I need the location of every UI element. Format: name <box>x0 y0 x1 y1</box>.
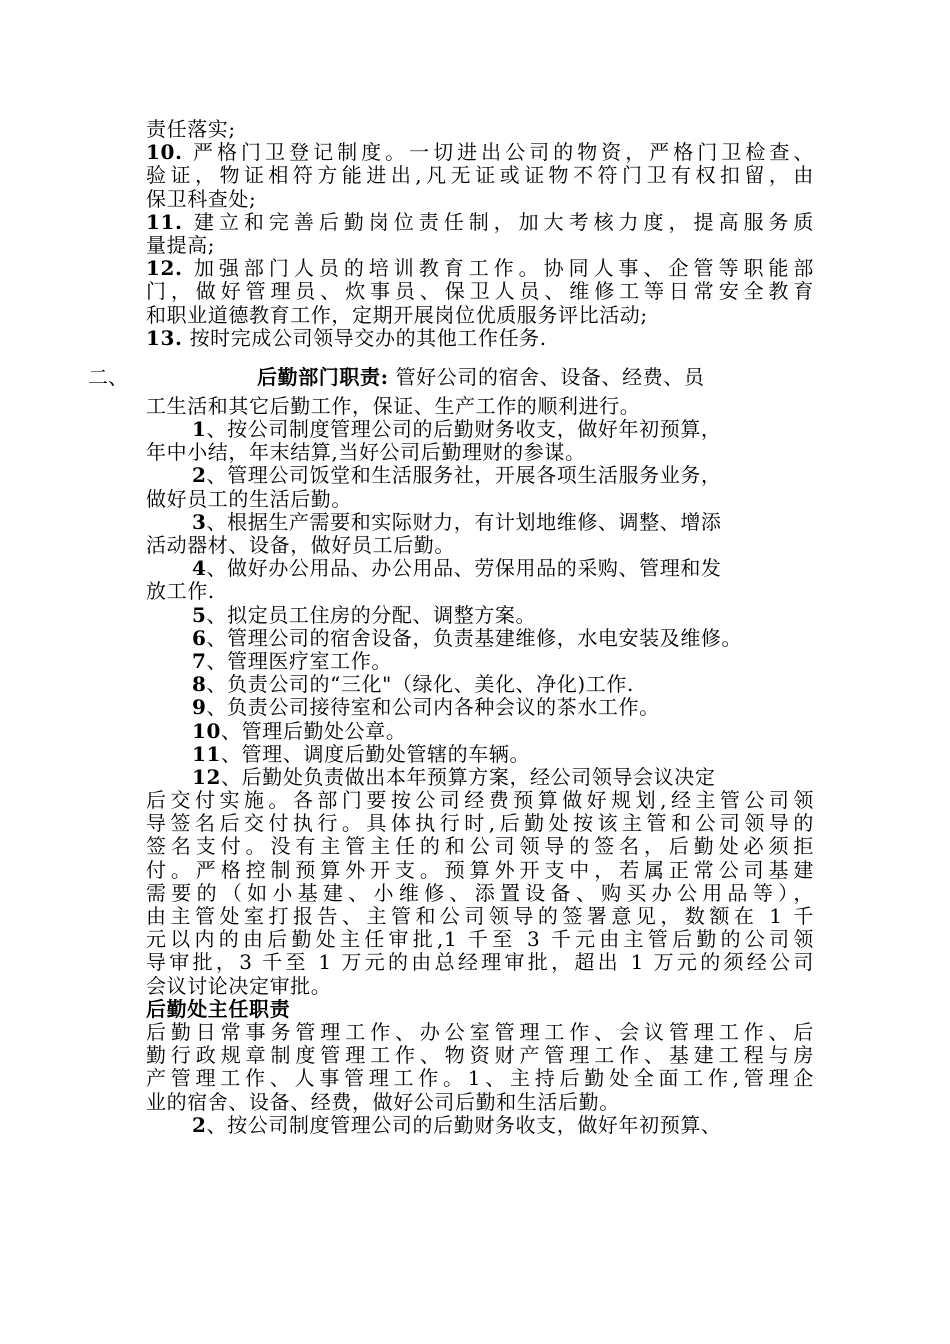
duty-item-2: 2、管理公司饭堂和生活服务社，开展各项生活服务业务， <box>192 463 722 488</box>
list-item-10: 10. 严格门卫登记制度。一切进出公司的物资，严格门卫检查、 <box>146 141 814 165</box>
duty-item-9: 9、负责公司接待室和公司内各种会议的茶水工作。 <box>192 695 660 720</box>
director-item-2: 2、按公司制度管理公司的后勤财务收支，做好年初预算、 <box>192 1112 722 1137</box>
section-number: 二、 <box>88 364 128 389</box>
section-intro: 管好公司的宿舍、设备、经费、员 <box>395 364 705 389</box>
director-body: 后勤日常事务管理工作、办公室管理工作、会议管理工作、后 勤行政规章制度管理工作、物资财产管理工作、基建工程与房 产管理工作、人事管理工作。1、主持后勤处全面工作,管理企 业的宿舍、设备、经费，做好公司后勤和生活后勤。 2、按公司制度管理公司的后勤财务收支，做好年初预算、 <box>146 1020 814 1137</box>
duty-item-1: 1、按公司制度管理公司的后勤财务收支，做好年初预算， <box>192 417 722 442</box>
duty-item-7: 7、管理医疗室工作。 <box>192 648 392 673</box>
duty-item-3: 3、根据生产需要和实际财力，有计划地维修、调整、增添 <box>192 509 722 534</box>
section-2-heading <box>88 364 814 391</box>
list-item-13: 13. 按时完成公司领导交办的其他工作任务. <box>146 325 547 350</box>
director-heading: 后勤处主任职责 <box>146 996 291 1021</box>
duty-item-12: 12、后勤处负责做出本年预算方案，经公司领导会议决定 <box>192 764 716 789</box>
duty-list: 1、按公司制度管理公司的后勤财务收支，做好年初预算， 年中小结，年末结算,当好公司后勤理财的参谋。 2、管理公司饭堂和生活服务社，开展各项生活服务业务， 做好员工的生活后勤。 3、根据生产需要和实际财力，有计划地维修、调整、增添 活动器材、设备，做好员工后勤。 4、做好办公用品、办公用品、劳保用品的采购、管理和发 放工作. 5、拟定员工住房的分配、调整方案。 6、管理公司的宿舍设备，负责基建维修，水电安装及维修。 7、管理医疗室工作。 8、负责公司的“三化"（绿化、美化、净化)工作. 9、负责公司接待室和公司内各种会议的茶水工作。 10、管理后勤处公章。 11、管理、调度后勤处管辖的车辆。 12、后勤处负责做出本年预算方案，经公司领导会议决定 后交付实施。各部门要按公司经费预算做好规划,经主管公司领 导签名后交付执行。具体执行时,后勤处按该主管和公司领导的 签名支付。没有主管主任的和公司领导的签名，后勤处必须拒 付。严格控制预算外开支。预算外开支中，若属正常公司基建 需要的（如小基建、小维修、添置设备、购买办公用品等）， 由主管处室打报告、主管和公司领导的签署意见，数额在 1 千 元以内的由后勤处主任审批,1 千至 3 千元由主管后勤的公司领 导审批，3 千至 1 万元的由总经理审批，超出 1 万元的须经公司 会议讨论决定审批。 <box>146 417 814 998</box>
section-1-list: 责任落实; 10. 严格门卫登记制度。一切进出公司的物资，严格门卫检查、 验证，物证相符方能进出,凡无证或证物不符门卫有权扣留，由 保卫科查处; 11. 建立和完善后勤岗位责任制，加大考核力度，提高服务质 量提高; 12. 加强部门人员的培训教育工作。协同人事、企管等职能部 门，做好管理员、炊事员、保卫人员、维修工等日常安全教育 和职业道德教育工作，定期开展岗位优质服务评比活动; 13. 按时完成公司领导交办的其他工作任务. <box>146 117 814 350</box>
document-page <box>88 117 814 1137</box>
duty-item-10: 10、管理后勤处公章。 <box>192 718 407 743</box>
duty-item-11: 11、管理、调度后勤处管辖的车辆。 <box>192 741 531 766</box>
section-intro-continued: 工生活和其它后勤工作，保证、生产工作的顺利进行。 <box>146 393 641 418</box>
list-item-continued: 责任落实; <box>146 117 236 141</box>
duty-item-5: 5、拟定员工住房的分配、调整方案。 <box>192 602 537 627</box>
section-title: 后勤部门职责: <box>257 364 389 389</box>
list-item-11: 11. 建立和完善后勤岗位责任制，加大考核力度，提高服务质 <box>146 210 814 234</box>
duty-item-4: 4、做好办公用品、办公用品、劳保用品的采购、管理和发 <box>192 556 722 581</box>
list-item-12: 12. 加强部门人员的培训教育工作。协同人事、企管等职能部 <box>146 257 814 281</box>
duty-item-6: 6、管理公司的宿舍设备，负责基建维修，水电安装及维修。 <box>192 625 743 650</box>
duty-item-8: 8、负责公司的“三化"（绿化、美化、净化)工作. <box>192 672 634 697</box>
